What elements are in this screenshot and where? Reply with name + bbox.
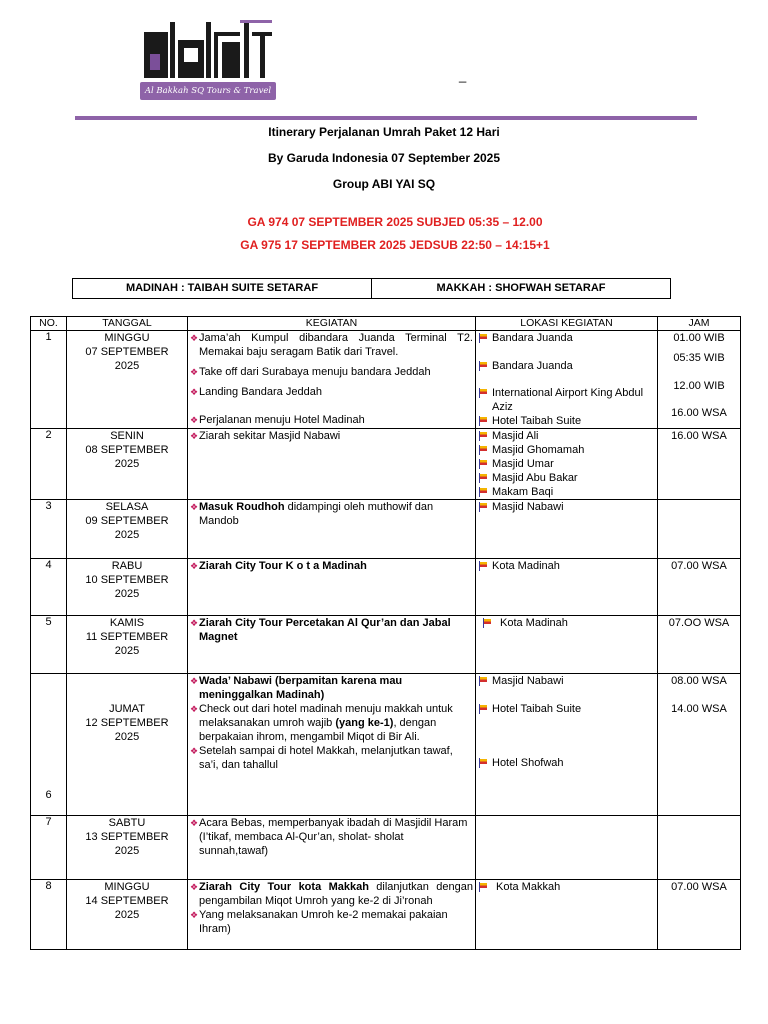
location-item xyxy=(478,674,655,688)
hotel-makkah: MAKKAH : SHOFWAH SETARAF xyxy=(436,282,606,294)
diamond-bullet-icon: ❖ xyxy=(190,746,199,756)
date-month: 08 SEPTEMBER xyxy=(85,444,169,456)
activity-part-text: Check out dari hotel madinah menuju makkah untuk melaksanakan umroh wajib xyxy=(199,703,453,729)
flag-icon xyxy=(478,416,490,426)
flag-icon xyxy=(478,459,490,469)
activity-item xyxy=(190,559,473,573)
date-day: KAMIS xyxy=(109,617,145,629)
activity-item xyxy=(190,385,473,399)
location-text: Hotel Shofwah xyxy=(492,757,564,769)
row-number: 2 xyxy=(31,429,67,500)
row-activity xyxy=(188,429,476,500)
airline-line: By Garuda Indonesia 07 September 2025 xyxy=(267,151,501,165)
row-date xyxy=(67,816,188,880)
diamond-bullet-icon: ❖ xyxy=(190,561,199,571)
location-item xyxy=(478,331,655,345)
activity-text xyxy=(199,702,473,744)
row-activity xyxy=(188,674,476,816)
location-text: Bandara Juanda xyxy=(492,332,573,344)
company-logo xyxy=(140,18,282,102)
activity-item xyxy=(190,616,473,644)
col-header-no: NO. xyxy=(31,317,67,331)
table-row xyxy=(31,616,741,674)
date-year: 2025 xyxy=(114,588,140,600)
activity-bold-text: Masuk Roudhoh xyxy=(199,501,285,513)
time-text: 07.OO WSA xyxy=(668,617,730,629)
diamond-bullet-icon: ❖ xyxy=(190,415,199,425)
date-month: 11 SEPTEMBER xyxy=(85,631,169,643)
location-text: Masjid Ghomamah xyxy=(492,444,585,456)
col-header-time: JAM xyxy=(658,317,741,331)
row-date xyxy=(67,616,188,674)
flight-departure: GA 974 07 SEPTEMBER 2025 SUBJED 05:35 – 12.00 xyxy=(247,215,543,229)
location-item xyxy=(478,616,655,630)
itinerary-table xyxy=(30,316,741,950)
date-year: 2025 xyxy=(114,909,140,921)
date-year: 2025 xyxy=(114,845,140,857)
time-text: 07.00 WSA xyxy=(671,881,727,893)
col-header-date: TANGGAL xyxy=(67,317,188,331)
time-text: 07.00 WSA xyxy=(671,560,727,572)
location-item xyxy=(478,471,655,485)
activity-text: Landing Bandara Jeddah xyxy=(199,386,322,398)
row-date xyxy=(67,331,188,429)
row-date xyxy=(67,880,188,950)
table-row xyxy=(31,500,741,559)
table-row xyxy=(31,559,741,616)
location-text: Kota Makkah xyxy=(496,881,561,893)
location-item xyxy=(478,559,655,573)
activity-bold-text: Ziarah City Tour kota Makkah xyxy=(199,881,369,893)
time-text: 16.00 WSA xyxy=(671,430,727,442)
flag-icon xyxy=(478,704,490,714)
flag-icon xyxy=(478,882,490,892)
diamond-bullet-icon: ❖ xyxy=(190,333,199,343)
activity-item xyxy=(190,500,473,528)
header-dash: _ xyxy=(459,68,467,83)
row-location xyxy=(476,331,658,429)
row-location xyxy=(476,559,658,616)
date-month: 13 SEPTEMBER xyxy=(85,831,169,843)
location-text: Masjid Nabawi xyxy=(492,501,564,513)
activity-bold-text: (yang ke-1) xyxy=(335,717,394,729)
row-number: 3 xyxy=(31,500,67,559)
activity-text: Ziarah sekitar Masjid Nabawi xyxy=(199,430,341,442)
row-activity xyxy=(188,816,476,880)
table-row xyxy=(31,429,741,500)
diamond-bullet-icon: ❖ xyxy=(190,387,199,397)
activity-text xyxy=(199,880,473,908)
date-day: JUMAT xyxy=(109,703,145,715)
logo-caption: Al Bakkah SQ Tours & Travel xyxy=(140,82,276,100)
row-date xyxy=(67,500,188,559)
location-text: Kota Madinah xyxy=(500,617,568,629)
time-text: 12.00 WIB xyxy=(673,380,725,392)
location-text: Bandara Juanda xyxy=(492,360,573,372)
diamond-bullet-icon: ❖ xyxy=(190,502,199,512)
diamond-bullet-icon: ❖ xyxy=(190,818,199,828)
activity-rest-text: didampingi oleh muthowif dan Mandob xyxy=(199,501,434,527)
row-location xyxy=(476,616,658,674)
col-header-activity: KEGIATAN xyxy=(188,317,476,331)
col-header-location: LOKASI KEGIATAN xyxy=(476,317,658,331)
group-line: Group ABI YAI SQ xyxy=(332,177,436,191)
location-item xyxy=(478,359,655,373)
activity-item xyxy=(190,816,473,858)
row-number: 5 xyxy=(31,616,67,674)
flag-icon xyxy=(478,758,490,768)
activity-text: Yang melaksanakan Umroh ke-2 memakai pakaian Ihram) xyxy=(199,909,448,935)
diamond-bullet-icon: ❖ xyxy=(190,676,199,686)
activity-text: Take off dari Surabaya menuju bandara Jeddah xyxy=(199,366,431,378)
activity-text: Perjalanan menuju Hotel Madinah xyxy=(199,414,365,426)
activity-text: Ziarah City Tour K o t a Madinah xyxy=(199,560,367,572)
activity-text: Wada’ Nabawi (berpamitan karena mau meninggalkan Madinah) xyxy=(199,675,403,701)
location-text: Masjid Abu Bakar xyxy=(492,472,578,484)
row-time xyxy=(658,816,741,880)
row-number: 8 xyxy=(31,880,67,950)
date-month: 14 SEPTEMBER xyxy=(85,895,169,907)
row-activity xyxy=(188,880,476,950)
flag-icon xyxy=(478,431,490,441)
flag-icon xyxy=(478,333,490,343)
logo-mark-icon xyxy=(140,18,276,80)
activity-item xyxy=(190,331,473,359)
date-month: 10 SEPTEMBER xyxy=(85,574,169,586)
location-item xyxy=(478,485,655,499)
location-item xyxy=(478,457,655,471)
location-item xyxy=(478,756,655,770)
activity-item xyxy=(190,744,473,772)
location-item xyxy=(478,443,655,457)
flag-icon xyxy=(478,561,490,571)
table-header-row xyxy=(31,317,741,331)
time-text: 14.00 WSA xyxy=(671,703,727,715)
row-time xyxy=(658,616,741,674)
date-day: RABU xyxy=(111,560,143,572)
location-item xyxy=(478,880,655,894)
row-time xyxy=(658,674,741,816)
table-row xyxy=(31,331,741,429)
activity-text: Acara Bebas, memperbanyak ibadah di Masjidil Haram (I’tikaf, membaca Al-Qur’an, sholat- sholat sunnah,tawaf) xyxy=(199,817,468,857)
diamond-bullet-icon: ❖ xyxy=(190,367,199,377)
date-month: 12 SEPTEMBER xyxy=(85,717,169,729)
date-day: SABTU xyxy=(108,817,146,829)
document-title: Itinerary Perjalanan Umrah Paket 12 Hari xyxy=(268,125,500,139)
activity-item xyxy=(190,365,473,379)
diamond-bullet-icon: ❖ xyxy=(190,882,199,892)
activity-text: Ziarah City Tour Percetakan Al Qur’an dan Jabal Magnet xyxy=(199,617,451,643)
flag-icon xyxy=(482,618,494,628)
location-text: Masjid Ali xyxy=(492,430,539,442)
row-activity xyxy=(188,331,476,429)
location-item xyxy=(478,429,655,443)
activity-item xyxy=(190,429,473,443)
row-date xyxy=(67,674,188,816)
flag-icon xyxy=(478,502,490,512)
activity-item xyxy=(190,674,473,702)
row-number: 7 xyxy=(31,816,67,880)
row-number: 1 xyxy=(31,331,67,429)
date-year: 2025 xyxy=(114,360,140,372)
location-item xyxy=(478,702,655,716)
date-year: 2025 xyxy=(114,458,140,470)
activity-part-text: , dengan berpakaian ihrom, mengambil Miqot di Bir Ali. xyxy=(199,717,437,743)
flag-icon xyxy=(478,445,490,455)
activity-item xyxy=(190,413,473,427)
date-day: MINGGU xyxy=(104,881,150,893)
location-text: Hotel Taibah Suite xyxy=(492,415,582,427)
date-day: SENIN xyxy=(110,430,144,442)
activity-text: Setelah sampai di hotel Makkah, melanjutkan tawaf, sa’i, dan tahallul xyxy=(199,745,453,771)
row-number: 6 xyxy=(31,674,67,816)
location-text: Masjid Nabawi xyxy=(492,675,564,687)
location-text: Masjid Umar xyxy=(492,458,554,470)
date-day: SELASA xyxy=(105,501,149,513)
row-activity xyxy=(188,616,476,674)
activity-rest-text: dilanjutkan dengan pengambilan Miqot Umroh yang ke-2 di Ji’ronah xyxy=(199,881,473,907)
hotel-summary xyxy=(72,278,671,299)
diamond-bullet-icon: ❖ xyxy=(190,618,199,628)
location-item xyxy=(478,500,655,514)
time-text: 16.00 WSA xyxy=(671,407,727,419)
time-text: 08.00 WSA xyxy=(671,675,727,687)
location-item xyxy=(478,414,655,428)
row-location xyxy=(476,816,658,880)
table-row xyxy=(31,674,741,816)
header-divider xyxy=(75,116,697,120)
hotel-madinah: MADINAH : TAIBAH SUITE SETARAF xyxy=(73,279,372,298)
time-text: 05:35 WIB xyxy=(673,352,725,364)
table-row xyxy=(31,816,741,880)
date-year: 2025 xyxy=(114,731,140,743)
location-text: International Airport King Abdul Aziz xyxy=(492,387,644,413)
date-day: MINGGU xyxy=(104,332,150,344)
row-time xyxy=(658,880,741,950)
flag-icon xyxy=(478,388,490,398)
flag-icon xyxy=(478,361,490,371)
row-location xyxy=(476,429,658,500)
row-date xyxy=(67,559,188,616)
location-text: Kota Madinah xyxy=(492,560,560,572)
row-time xyxy=(658,429,741,500)
diamond-bullet-icon: ❖ xyxy=(190,431,199,441)
row-number: 4 xyxy=(31,559,67,616)
date-month: 07 SEPTEMBER xyxy=(85,346,169,358)
row-time xyxy=(658,500,741,559)
flag-icon xyxy=(478,487,490,497)
diamond-bullet-icon: ❖ xyxy=(190,704,199,714)
activity-text xyxy=(199,500,473,528)
activity-item xyxy=(190,880,473,908)
row-time xyxy=(658,559,741,616)
row-time xyxy=(658,331,741,429)
row-location xyxy=(476,674,658,816)
diamond-bullet-icon: ❖ xyxy=(190,910,199,920)
activity-item xyxy=(190,702,473,744)
location-item xyxy=(478,386,655,414)
flag-icon xyxy=(478,473,490,483)
date-year: 2025 xyxy=(114,529,140,541)
row-location xyxy=(476,500,658,559)
row-activity xyxy=(188,559,476,616)
activity-item xyxy=(190,908,473,936)
row-date xyxy=(67,429,188,500)
row-activity xyxy=(188,500,476,559)
location-text: Hotel Taibah Suite xyxy=(492,703,582,715)
activity-text: Jama’ah Kumpul dibandara Juanda Terminal T2. Memakai baju seragam Batik dari Travel. xyxy=(199,332,473,358)
time-text: 01.00 WIB xyxy=(673,332,725,344)
date-year: 2025 xyxy=(114,645,140,657)
flight-return: GA 975 17 SEPTEMBER 2025 JEDSUB 22:50 – 14:15+1 xyxy=(240,238,550,252)
flag-icon xyxy=(478,676,490,686)
table-row xyxy=(31,880,741,950)
date-month: 09 SEPTEMBER xyxy=(85,515,169,527)
location-text: Makam Baqi xyxy=(492,486,554,498)
row-location xyxy=(476,880,658,950)
